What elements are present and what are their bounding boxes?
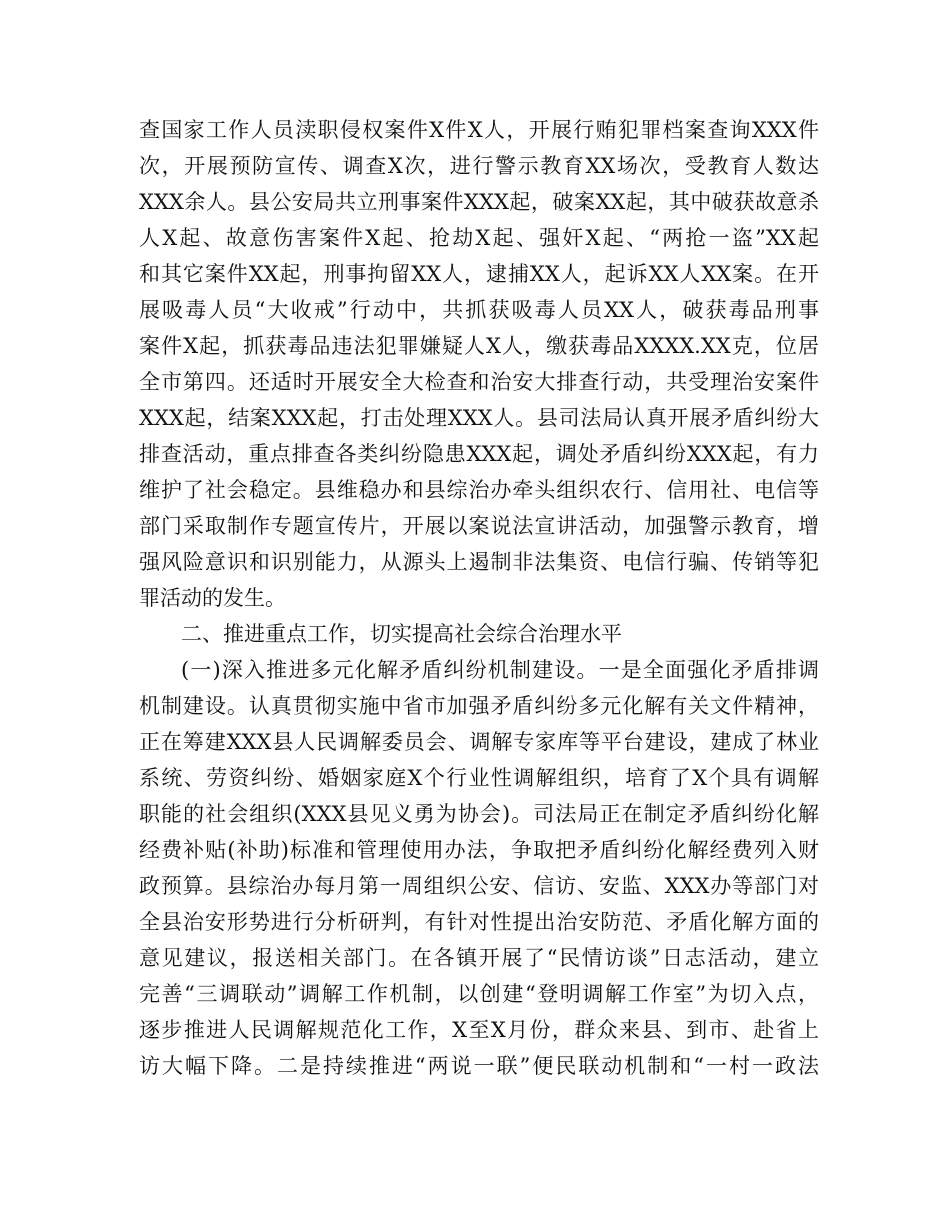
- text-line: 经费补贴(补助)标准和管理使用办法，争取把矛盾纠纷化解经费列入财: [139, 838, 819, 862]
- section-heading: 二、推进重点工作，切实提高社会综合治理水平: [181, 622, 622, 646]
- text-line: 访大幅下降。二是持续推进“两说一联”便民联动机制和“一村一政法: [139, 1054, 819, 1078]
- text-line: 系统、劳资纠纷、婚姻家庭X个行业性调解组织，培育了X个具有调解: [139, 766, 819, 790]
- text-line: 案件X起，抓获毒品违法犯罪嫌疑人X人，缴获毒品XXXX.XX克，位居: [139, 334, 819, 358]
- text-line: 和其它案件XX起，刑事拘留XX人，逮捕XX人，起诉XX人XX案。在开: [139, 262, 819, 286]
- text-line: 罪活动的发生。: [139, 586, 286, 610]
- text-line: 全县治安形势进行分析研判，有针对性提出治安防范、矛盾化解方面的: [139, 910, 819, 934]
- text-line: 意见建议，报送相关部门。在各镇开展了“民情访谈”日志活动，建立: [139, 946, 819, 970]
- text-line: 全市第四。还适时开展安全大检查和治安大排查行动，共受理治安案件: [139, 370, 819, 394]
- text-line: 逐步推进人民调解规范化工作，X至X月份，群众来县、到市、赴省上: [139, 1018, 819, 1042]
- text-line: 查国家工作人员渎职侵权案件X件X人，开展行贿犯罪档案查询XXX件: [139, 118, 819, 142]
- text-line: 排查活动，重点排查各类纠纷隐患XXX起，调处矛盾纠纷XXX起，有力: [139, 442, 819, 466]
- text-line: 人X起、故意伤害案件X起、抢劫X起、强奸X起、“两抢一盗”XX起: [139, 226, 819, 250]
- text-line: 次，开展预防宣传、调查X次，进行警示教育XX场次，受教育人数达: [139, 154, 819, 178]
- text-line: 展吸毒人员“大收戒”行动中，共抓获吸毒人员XX人，破获毒品刑事: [139, 298, 819, 322]
- text-line: 完善“三调联动”调解工作机制，以创建“登明调解工作室”为切入点，: [139, 982, 819, 1006]
- text-line: 正在筹建XXX县人民调解委员会、调解专家库等平台建设，建成了林业: [139, 730, 819, 754]
- text-line: 职能的社会组织(XXX县见义勇为协会)。司法局正在制定矛盾纠纷化解: [139, 802, 819, 826]
- text-line: 政预算。县综治办每月第一周组织公安、信访、安监、XXX办等部门对: [139, 874, 819, 898]
- paragraph-first-line: (一)深入推进多元化解矛盾纠纷机制建设。一是全面强化矛盾排调: [181, 658, 819, 682]
- text-line: 机制建设。认真贯彻实施中省市加强矛盾纠纷多元化解有关文件精神，: [139, 694, 819, 718]
- text-line: 部门采取制作专题宣传片，开展以案说法宣讲活动，加强警示教育，增: [139, 514, 819, 538]
- text-line: XXX起，结案XXX起，打击处理XXX人。县司法局认真开展矛盾纠纷大: [139, 406, 819, 430]
- body-text: [139, 112, 819, 1084]
- text-line: 维护了社会稳定。县维稳办和县综治办牵头组织农行、信用社、电信等: [139, 478, 819, 502]
- text-line: 强风险意识和识别能力，从源头上遏制非法集资、电信行骗、传销等犯: [139, 550, 819, 574]
- text-line: XXX余人。县公安局共立刑事案件XXX起，破案XX起，其中破获故意杀: [139, 190, 819, 214]
